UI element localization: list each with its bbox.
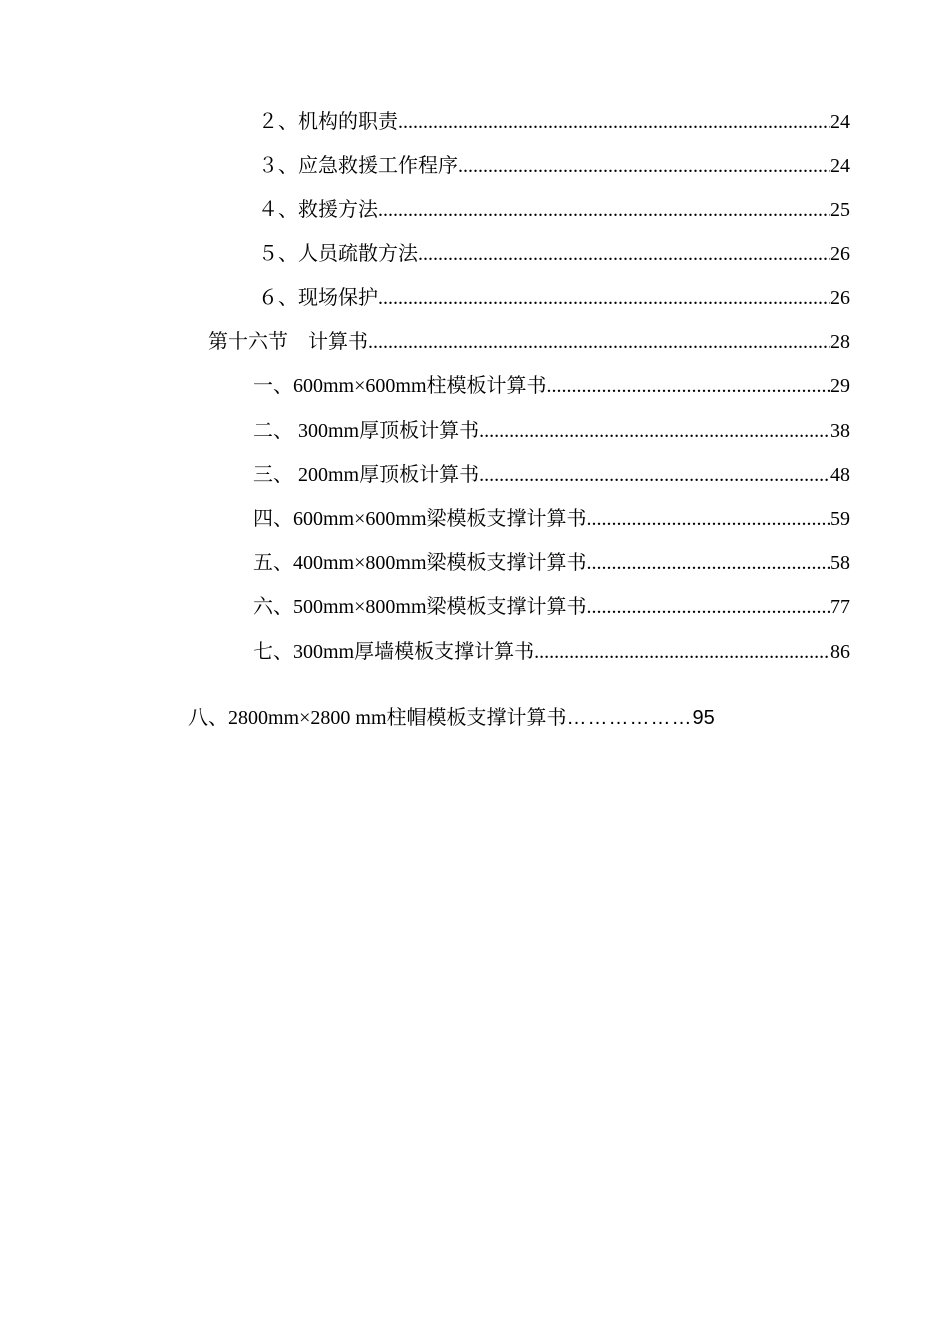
toc-page-number: 59 (830, 508, 850, 530)
toc-dot-leader (458, 151, 830, 181)
toc-entry-last[interactable] (188, 703, 715, 733)
toc-entry-title: ４、救援方法 (258, 199, 378, 221)
toc-entry-title: ３、应急救援工作程序 (258, 155, 458, 177)
toc-dot-leader (534, 637, 830, 667)
toc-entry-title: 二、 300mm厚顶板计算书 (253, 420, 480, 442)
toc-entry[interactable] (253, 548, 850, 578)
toc-dot-leader (418, 239, 830, 269)
toc-dot-leader (547, 371, 830, 401)
toc-page-number: 38 (830, 420, 850, 442)
toc-entry-title: 八、2800mm×2800 mm柱帽模板支撑计算书 (188, 707, 567, 729)
toc-dot-leader (587, 504, 830, 534)
toc-dot-leader (368, 327, 830, 357)
toc-section-title: 第十六节 计算书 (208, 331, 368, 353)
toc-page-number: 28 (830, 331, 850, 353)
toc-page-number: 48 (830, 464, 850, 486)
toc-entry[interactable] (253, 371, 850, 401)
toc-entry-title: ２、机构的职责 (258, 111, 398, 133)
toc-entry[interactable] (258, 283, 850, 313)
toc-entry[interactable] (253, 592, 850, 622)
toc-section-entry[interactable] (208, 327, 850, 357)
toc-entry[interactable] (253, 504, 850, 534)
toc-entry-title: 七、300mm厚墙模板支撑计算书 (253, 641, 535, 663)
toc-dot-leader (587, 592, 830, 622)
toc-page-number: 25 (830, 199, 850, 221)
toc-entry-title: 六、500mm×800mm梁模板支撑计算书 (253, 596, 587, 618)
toc-page-number: 26 (830, 287, 850, 309)
toc-page-number: 58 (830, 552, 850, 574)
toc-dot-leader (378, 283, 830, 313)
toc-entry-title: ６、现场保护 (258, 287, 378, 309)
toc-page-number: 77 (830, 596, 850, 618)
toc-dot-leader (479, 460, 830, 490)
toc-dot-leader (587, 548, 830, 578)
toc-page-number: 29 (830, 375, 850, 397)
toc-entry-title: ５、人员疏散方法 (258, 243, 418, 265)
toc-dot-leader (398, 107, 830, 137)
toc-entry-title: 三、 200mm厚顶板计算书 (253, 464, 480, 486)
toc-entry-title: 一、600mm×600mm柱模板计算书 (253, 375, 547, 397)
toc-entry[interactable] (253, 460, 850, 490)
toc-entry[interactable] (258, 239, 850, 269)
toc-entry-title: 四、600mm×600mm梁模板支撑计算书 (253, 508, 587, 530)
toc-entry-title: 五、400mm×800mm梁模板支撑计算书 (253, 552, 587, 574)
toc-page-number: 24 (830, 111, 850, 133)
toc-page-number: 86 (830, 641, 850, 663)
toc-dot-leader (479, 416, 830, 446)
toc-entry[interactable] (253, 637, 850, 667)
toc-page-number: 95 (692, 707, 715, 729)
toc-dot-leader: ……………… (566, 707, 693, 729)
toc-entry[interactable] (258, 107, 850, 137)
toc-dot-leader (378, 195, 830, 225)
toc-page-number: 26 (830, 243, 850, 265)
toc-entry[interactable] (253, 416, 850, 446)
toc-entry[interactable] (258, 195, 850, 225)
toc-entry[interactable] (258, 151, 850, 181)
toc-page-number: 24 (830, 155, 850, 177)
